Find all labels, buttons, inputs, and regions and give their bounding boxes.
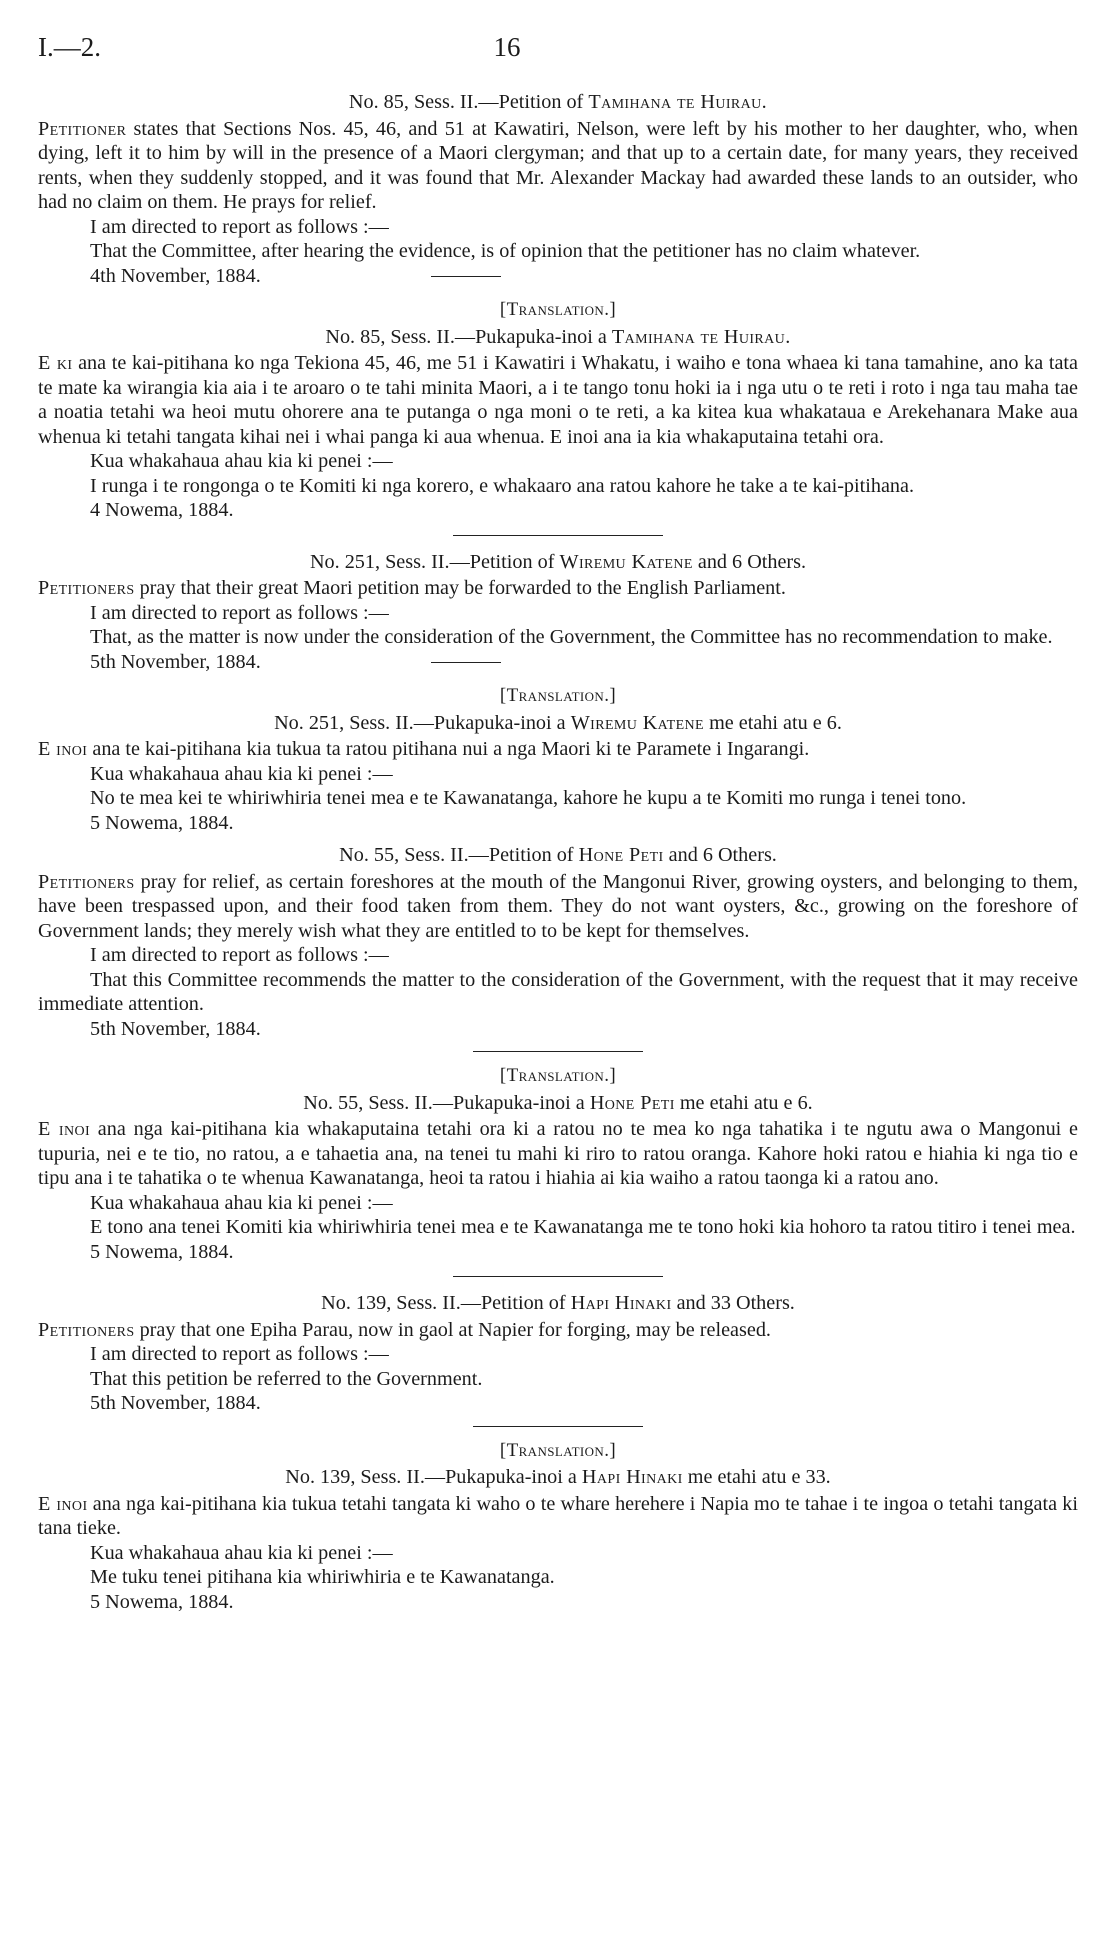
petition-heading — [38, 90, 1078, 115]
separator-rule — [431, 662, 501, 663]
report-intro: Kua whakahaua ahau kia ki penei :— — [90, 1191, 393, 1214]
heading-text: No. 251, Sess. II.—Petition of — [309, 550, 560, 573]
summary-text: ana te kai-pitihana ko nga Tekiona 45, 46, me 51 i Kawatiri i Whakatu, i waiho e tona whaea ki tana tamahine, ano ka tata te mate ka wirangia kia aia i te aroaro o te tahi minita Maori, a i te tango tonu hoki ia i nga utu o te reti i roto i nga tau maha tae a noatia tetahi wa heoi mutu ohorere ana te putanga o nga moni o te reti, a ka kitea kua whakataua e Arekehanara Make aua whenua ki tetahi tangata kihai nei i whai panga ki aua whenua. E inoi ana ia kia whakaputaina tetahi ora. — [38, 352, 1078, 448]
petitioner-name: Wiremu Katene — [570, 711, 705, 734]
committee-report: That, as the matter is now under the consideration of the Government, the Committee has no recommendation to make. — [90, 626, 1053, 648]
petition-heading — [38, 1091, 1078, 1116]
summary-text: pray for relief, as certain foreshores at the mouth of the Mangonui River, growing oysters, and belonging to them, have been trespassed upon, and their food taken from them. They do not want oysters, &c., growing on the foreshore of Government lands; they merely wish what they are entitled to to be kept for themselves. — [38, 870, 1078, 942]
report-date: 5 Nowema, 1884. — [90, 1240, 234, 1263]
lead-word: Petitioners — [38, 577, 135, 599]
date-text: 5th November, 1884. — [90, 650, 261, 673]
heading-text: No. 85, Sess. II.—Petition of — [348, 91, 589, 113]
committee-report: Me tuku tenei pitihana kia whiriwhiria e te Kawanatanga. — [90, 1566, 555, 1588]
committee-report: That this Committee recommends the matter to the consideration of the Government, with the request that it may receive immediate attention. — [38, 968, 1078, 1015]
translation-label — [38, 298, 1078, 323]
date-text: 4th November, 1884. — [90, 264, 261, 287]
heading-suffix: and 6 Others. — [663, 844, 777, 866]
committee-report: That the Committee, after hearing the evidence, is of opinion that the petitioner has no claim whatever. — [90, 240, 921, 262]
petition-entry-251-translation — [38, 684, 1078, 843]
heading-suffix: me etahi atu e 6. — [674, 1091, 813, 1114]
committee-report: E tono ana tenei Komiti kia whiriwhiria tenei mea e te Kawanatanga me te tono hoki kia hohoro ta ratou titiro i tenei mea. — [90, 1216, 1076, 1238]
heading-text: No. 139, Sess. II.—Petition of — [321, 1292, 571, 1314]
petitioner-name: Hapi Hinaki — [581, 1466, 683, 1488]
report-intro: I am directed to report as follows :— — [90, 944, 389, 966]
petition-entry-55-english — [38, 843, 1078, 1052]
petition-heading — [38, 843, 1078, 868]
running-header — [38, 32, 1076, 72]
separator-rule — [453, 1276, 663, 1277]
heading-suffix: me etahi atu e 6. — [704, 711, 842, 734]
petition-summary — [38, 737, 1078, 762]
report-date: 5 Nowema, 1884. — [90, 811, 234, 834]
petition-heading — [38, 1291, 1078, 1316]
petition-entry-139-translation — [38, 1439, 1078, 1615]
lead-word: Petitioners — [38, 870, 135, 893]
page-reference: I.—2. — [38, 32, 101, 62]
lead-word: Petitioners — [38, 1318, 135, 1341]
heading-suffix: and 6 Others. — [692, 550, 807, 573]
petition-entry-251-english — [38, 550, 1078, 675]
report-intro: I am directed to report as follows :— — [90, 601, 389, 624]
committee-report: I runga i te rongonga o te Komiti ki nga korero, e whakaaro ana ratou kahore he take a te kai-pitihana. — [90, 474, 915, 497]
summary-text: pray that one Epiha Parau, now in gaol at Napier for forging, may be released. — [134, 1318, 771, 1341]
separator-rule — [453, 535, 663, 536]
petitioner-name: Tamihana te Huirau. — [588, 91, 768, 113]
petitioner-name: Tamihana te Huirau. — [611, 325, 791, 348]
separator-rule — [431, 276, 501, 277]
petitioner-name: Hapi Hinaki — [570, 1292, 672, 1314]
petition-heading — [38, 325, 1078, 350]
separator-rule — [473, 1426, 643, 1427]
translation-label-text: [Translation.] — [499, 1065, 617, 1086]
petition-summary — [38, 870, 1078, 944]
heading-suffix: me etahi atu e 33. — [682, 1466, 831, 1488]
petition-summary — [38, 1492, 1078, 1541]
heading-text: No. 55, Sess. II.—Pukapuka-inoi a — [303, 1091, 590, 1114]
report-intro: Kua whakahaua ahau kia ki penei :— — [90, 450, 393, 472]
page-number: 16 — [493, 32, 521, 62]
petitioner-name: Wiremu Katene — [559, 550, 693, 573]
petitioner-name: Hone Peti — [578, 844, 664, 866]
report-date: 5th November, 1884. — [90, 1017, 261, 1040]
heading-text: No. 85, Sess. II.—Pukapuka-inoi a — [325, 325, 612, 348]
petitioner-name: Hone Peti — [589, 1091, 675, 1114]
lead-word: E inoi — [38, 738, 88, 760]
petition-heading — [38, 1465, 1078, 1490]
petition-summary — [38, 117, 1078, 215]
report-date: 5 Nowema, 1884. — [90, 1590, 234, 1613]
petition-summary — [38, 1318, 1078, 1343]
translation-label-text: [Translation.] — [499, 299, 617, 320]
translation-label — [38, 684, 1078, 709]
committee-report: No te mea kei te whiriwhiria tenei mea e te Kawanatanga, kahore he kupu a te Komiti mo runga i tenei tono. — [90, 787, 967, 809]
petition-heading — [38, 711, 1078, 736]
summary-text: ana nga kai-pitihana kia whakaputaina tetahi ora ki a ratou no te mea ko nga tahatika i te ngutu awa o Mangonui e tupuria, nei e te tio, no ratou, a e tahaetia ana, na tenei tu mahi ki riro to ratou oranga. Kahore hoki ratou e hiahia ki nga tio e tipu ana i te tahatika o te whenua Kawanatanga, heoi ta ratou i hiahia ai kia waiho a ratou taonga ki a ratou ano. — [38, 1118, 1078, 1189]
committee-report: That this petition be referred to the Government. — [90, 1367, 483, 1390]
document-body — [38, 90, 1078, 1614]
heading-text: No. 55, Sess. II.—Petition of — [339, 844, 579, 866]
heading-text: No. 139, Sess. II.—Pukapuka-inoi a — [285, 1466, 582, 1488]
lead-word: E ki — [38, 352, 73, 374]
petition-summary — [38, 1117, 1078, 1191]
report-intro: I am directed to report as follows :— — [90, 215, 389, 238]
separator-rule — [473, 1051, 643, 1052]
translation-label-text: [Translation.] — [499, 685, 617, 706]
petition-summary — [38, 576, 1078, 601]
report-intro: Kua whakahaua ahau kia ki penei :— — [90, 1541, 393, 1564]
lead-word: E inoi — [38, 1118, 91, 1140]
petition-entry-139-english — [38, 1291, 1078, 1427]
report-date: 4 Nowema, 1884. — [90, 499, 234, 521]
report-intro: I am directed to report as follows :— — [90, 1343, 389, 1365]
lead-word: Petitioner — [38, 117, 127, 140]
translation-label-text: [Translation.] — [499, 1439, 617, 1461]
petition-entry-85-english — [38, 90, 1078, 288]
spacer — [38, 835, 1078, 843]
report-date: 5th November, 1884. — [90, 1392, 261, 1414]
report-date — [38, 650, 1078, 675]
lead-word: E inoi — [38, 1492, 88, 1515]
translation-label — [38, 1439, 1078, 1464]
summary-text: ana nga kai-pitihana kia tukua tetahi tangata ki waho o te whare herehere i Napia mo te tahae i te ingoa o tetahi tangata ki tana tieke. — [38, 1492, 1078, 1539]
report-intro: Kua whakahaua ahau kia ki penei :— — [90, 762, 393, 785]
heading-suffix: and 33 Others. — [671, 1292, 795, 1314]
report-date — [38, 264, 1078, 289]
petition-entry-55-translation — [38, 1064, 1078, 1277]
summary-text: ana te kai-pitihana kia tukua ta ratou pitihana nui a nga Maori ki te Paramete i Ingarangi. — [87, 738, 810, 760]
translation-label — [38, 1064, 1078, 1089]
petition-summary — [38, 351, 1078, 449]
petition-heading — [38, 550, 1078, 575]
petition-entry-85-translation — [38, 298, 1078, 536]
summary-text: states that Sections Nos. 45, 46, and 51 at Kawatiri, Nelson, were left by his mother to her daughter, who, when dying, left it to him by will in the presence of a Maori clergyman; and that up to a certain date, for many years, they received rents, when they suddenly stopped, and it was found that Mr. Alexander Mackay had awarded these lands to an outsider, who had no claim on them. He prays for relief. — [38, 117, 1078, 213]
summary-text: pray that their great Maori petition may be forwarded to the English Parliament. — [134, 577, 786, 599]
heading-text: No. 251, Sess. II.—Pukapuka-inoi a — [274, 711, 571, 734]
